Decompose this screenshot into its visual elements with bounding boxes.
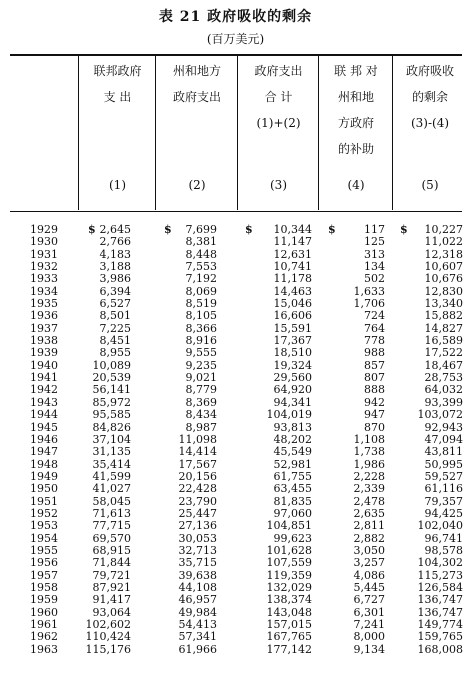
value-cell: 7,241: [353, 618, 385, 631]
year-cell: 1943: [30, 395, 58, 409]
value-cell: 11,178: [273, 272, 312, 286]
value-cell: 1,738: [353, 445, 385, 459]
value-cell: 7,699: [185, 223, 217, 236]
header-surplus-absorbed: [394, 58, 466, 136]
value-cell: 8,987: [185, 420, 217, 434]
value-cell: 103,072: [417, 408, 463, 422]
value-cell: 61,755: [273, 469, 312, 483]
value-cell: 104,851: [266, 519, 312, 533]
value-cell: 9,555: [185, 346, 217, 360]
value-cell: 988: [364, 346, 385, 360]
value-cell: 46,957: [178, 593, 217, 607]
value-cell: 11,098: [178, 432, 217, 446]
value-cell: 64,032: [424, 383, 463, 397]
value-cell: 8,366: [185, 321, 217, 335]
value-cell: 44,108: [178, 580, 217, 594]
value-cell: 91,417: [92, 593, 131, 607]
value-cell: 10,089: [92, 358, 131, 372]
value-cell: 101,628: [266, 543, 312, 557]
value-cell: 59,527: [424, 469, 463, 483]
table-row: [0, 434, 471, 446]
header-rule: [10, 211, 462, 212]
value-cell: 57,341: [178, 630, 217, 644]
value-cell: 107,559: [266, 556, 312, 570]
value-cell: 4,086: [353, 568, 385, 582]
value-cell: 92,943: [424, 420, 463, 434]
value-cell: 870: [364, 420, 385, 434]
table-row: [0, 582, 471, 594]
value-cell: 3,188: [99, 260, 131, 274]
value-cell: 56,141: [92, 383, 131, 397]
value-cell: 18,467: [424, 358, 463, 372]
value-cell: 3,986: [99, 272, 131, 286]
column-number: (1): [109, 178, 126, 192]
table-row: [0, 360, 471, 372]
value-cell: 6,301: [353, 605, 385, 619]
header-federal-grants: [320, 58, 392, 162]
value-cell: 30,053: [178, 531, 217, 545]
header-line: 支 出: [103, 90, 132, 104]
year-cell: 1951: [30, 494, 58, 508]
value-cell: 23,790: [178, 494, 217, 508]
value-cell: 50,995: [424, 457, 463, 471]
table-row: [0, 273, 471, 285]
table-row: [0, 298, 471, 310]
value-cell: 37,104: [92, 432, 131, 446]
value-cell: 12,830: [424, 284, 463, 298]
value-cell: 9,021: [185, 371, 217, 385]
table-row: [0, 483, 471, 495]
value-cell: 25,447: [178, 506, 217, 520]
table-unit: (百万美元): [206, 32, 265, 46]
header-line: 政府支出: [254, 64, 303, 78]
value-cell: 8,369: [185, 395, 217, 409]
value-cell: 58,045: [92, 494, 131, 508]
table-row: [0, 224, 471, 236]
value-cell: 102,602: [85, 618, 131, 631]
value-cell: 8,916: [185, 334, 217, 348]
value-cell: 4,183: [99, 247, 131, 261]
value-cell: 79,357: [424, 494, 463, 508]
year-cell: 1931: [30, 247, 58, 261]
table-row: [0, 372, 471, 384]
value-cell: 81,835: [273, 494, 312, 508]
value-cell: 84,826: [92, 420, 131, 434]
value-cell: 2,811: [353, 519, 385, 533]
value-cell: 136,747: [417, 593, 463, 607]
value-cell: 32,713: [178, 543, 217, 557]
header-line: 合 计: [264, 90, 293, 104]
value-cell: 942: [364, 395, 385, 409]
year-cell: 1930: [30, 235, 58, 249]
column-number: (4): [347, 178, 365, 192]
value-cell: 115,176: [85, 642, 131, 656]
value-cell: 17,367: [273, 334, 312, 348]
value-cell: 29,560: [273, 371, 312, 385]
value-cell: 31,135: [92, 445, 131, 459]
value-cell: 93,813: [273, 420, 312, 434]
value-cell: 6,394: [99, 284, 131, 298]
table-row: [0, 607, 471, 619]
table-row: [0, 335, 471, 347]
value-cell: 99,623: [273, 531, 312, 545]
value-cell: 1,633: [353, 284, 385, 298]
value-cell: 16,589: [424, 334, 463, 348]
value-cell: 28,753: [424, 371, 463, 385]
value-cell: 8,381: [185, 235, 217, 249]
year-cell: 1948: [30, 457, 58, 471]
value-cell: 14,827: [424, 321, 463, 335]
year-cell: 1936: [30, 309, 58, 323]
header-total-expenditure: [239, 58, 318, 136]
value-cell: 41,599: [92, 469, 131, 483]
value-cell: 17,522: [424, 346, 463, 360]
value-cell: 104,019: [266, 408, 312, 422]
year-cell: 1956: [30, 556, 58, 570]
year-cell: 1942: [30, 383, 58, 397]
value-cell: 3,257: [353, 556, 385, 570]
value-cell: 14,463: [273, 284, 312, 298]
header-line: 的剩余: [411, 90, 448, 104]
value-cell: 9,134: [353, 642, 385, 656]
value-cell: 14,414: [178, 445, 217, 459]
value-cell: 95,585: [92, 408, 131, 422]
value-cell: 54,413: [178, 618, 217, 631]
value-cell: 136,747: [417, 605, 463, 619]
value-cell: 102,040: [417, 519, 463, 533]
value-cell: 9,235: [185, 358, 217, 372]
value-cell: 502: [364, 272, 385, 286]
header-line: 方政府: [337, 116, 374, 130]
currency-sign: $: [328, 223, 336, 236]
header-line: 政府支出: [172, 90, 221, 104]
value-cell: 15,882: [424, 309, 463, 323]
table-row: [0, 557, 471, 569]
currency-sign: $: [164, 223, 172, 236]
year-cell: 1946: [30, 432, 58, 446]
value-cell: 7,192: [185, 272, 217, 286]
header-line: 联邦政府: [93, 64, 142, 78]
year-cell: 1947: [30, 445, 58, 459]
year-cell: 1961: [30, 618, 58, 631]
value-cell: 39,638: [178, 568, 217, 582]
year-cell: 1950: [30, 482, 58, 496]
value-cell: 97,060: [273, 506, 312, 520]
value-cell: 778: [364, 334, 385, 348]
year-cell: 1962: [30, 630, 58, 644]
value-cell: 1,706: [353, 297, 385, 311]
value-cell: 63,455: [273, 482, 312, 496]
header-line: 政府吸收: [405, 64, 454, 78]
value-cell: 143,048: [266, 605, 312, 619]
value-cell: 10,607: [424, 260, 463, 274]
value-cell: 61,966: [178, 642, 217, 656]
value-cell: 947: [364, 408, 385, 422]
value-cell: 8,501: [99, 309, 131, 323]
value-cell: 126,584: [417, 580, 463, 594]
value-cell: 8,069: [185, 284, 217, 298]
value-cell: 10,227: [424, 223, 463, 236]
value-cell: 12,631: [273, 247, 312, 261]
column-number-row: [0, 178, 471, 198]
value-cell: 20,156: [178, 469, 217, 483]
value-cell: 13,340: [424, 297, 463, 311]
table-row: [0, 422, 471, 434]
year-cell: 1934: [30, 284, 58, 298]
value-cell: 117: [364, 223, 385, 236]
value-cell: 93,399: [424, 395, 463, 409]
year-cell: 1960: [30, 605, 58, 619]
value-cell: 69,570: [92, 531, 131, 545]
value-cell: 94,425: [424, 506, 463, 520]
value-cell: 94,341: [273, 395, 312, 409]
table-row: [0, 310, 471, 322]
year-cell: 1955: [30, 543, 58, 557]
value-cell: 79,721: [92, 568, 131, 582]
column-number: (3): [270, 178, 287, 192]
currency-sign: $: [88, 223, 96, 236]
value-cell: 8,779: [185, 383, 217, 397]
value-cell: 45,549: [273, 445, 312, 459]
value-cell: 71,613: [92, 506, 131, 520]
value-cell: 16,606: [273, 309, 312, 323]
value-cell: 15,046: [273, 297, 312, 311]
year-cell: 1932: [30, 260, 58, 274]
value-cell: 48,202: [273, 432, 312, 446]
table-row: [0, 545, 471, 557]
value-cell: 93,064: [92, 605, 131, 619]
value-cell: 17,567: [178, 457, 217, 471]
header-line: 州和地: [337, 90, 374, 104]
value-cell: 8,434: [185, 408, 217, 422]
value-cell: 8,000: [353, 630, 385, 644]
year-cell: 1937: [30, 321, 58, 335]
value-cell: 168,008: [417, 642, 463, 656]
value-cell: 8,105: [185, 309, 217, 323]
value-cell: 10,344: [273, 223, 312, 236]
value-cell: 159,765: [417, 630, 463, 644]
value-cell: 177,142: [266, 642, 312, 656]
value-cell: 6,727: [353, 593, 385, 607]
value-cell: 61,116: [424, 482, 463, 496]
value-cell: 167,765: [266, 630, 312, 644]
value-cell: 6,527: [99, 297, 131, 311]
year-cell: 1954: [30, 531, 58, 545]
value-cell: 8,519: [185, 297, 217, 311]
column-number: (2): [188, 178, 206, 192]
header-line: 联 邦 对: [334, 64, 378, 78]
table-row: [0, 496, 471, 508]
value-cell: 15,591: [273, 321, 312, 335]
value-cell: 1,108: [353, 432, 385, 446]
table-row: [0, 570, 471, 582]
table-title: 表 21 政府吸收的剩余: [158, 9, 313, 25]
table-row: [0, 261, 471, 273]
year-cell: 1957: [30, 568, 58, 582]
value-cell: 77,715: [92, 519, 131, 533]
value-cell: 27,136: [178, 519, 217, 533]
year-cell: 1935: [30, 297, 58, 311]
value-cell: 115,273: [417, 568, 463, 582]
table-row: [0, 249, 471, 261]
value-cell: 10,676: [424, 272, 463, 286]
value-cell: 138,374: [266, 593, 312, 607]
value-cell: 2,635: [353, 506, 385, 520]
value-cell: 87,921: [92, 580, 131, 594]
value-cell: 7,553: [185, 260, 217, 274]
year-cell: 1949: [30, 469, 58, 483]
value-cell: 132,029: [266, 580, 312, 594]
value-cell: 35,414: [92, 457, 131, 471]
table-row: [0, 446, 471, 458]
header-line: 的补助: [337, 142, 374, 156]
table-row: [0, 459, 471, 471]
value-cell: 71,844: [92, 556, 131, 570]
value-cell: 857: [364, 358, 385, 372]
value-cell: 807: [364, 371, 385, 385]
value-cell: 8,451: [99, 334, 131, 348]
header-federal-expenditure: [80, 58, 155, 110]
year-cell: 1940: [30, 358, 58, 372]
year-cell: 1939: [30, 346, 58, 360]
value-cell: 888: [364, 383, 385, 397]
table-row: [0, 409, 471, 421]
table-row: [0, 236, 471, 248]
value-cell: 43,811: [424, 445, 463, 459]
year-cell: 1929: [30, 223, 58, 236]
table-row: [0, 533, 471, 545]
year-cell: 1959: [30, 593, 58, 607]
header-line: 州和地方: [172, 64, 221, 78]
value-cell: 64,920: [273, 383, 312, 397]
value-cell: 8,448: [185, 247, 217, 261]
value-cell: 20,539: [92, 371, 131, 385]
value-cell: 125: [364, 235, 385, 249]
value-cell: 49,984: [178, 605, 217, 619]
value-cell: 2,228: [353, 469, 385, 483]
value-cell: 157,015: [266, 618, 312, 631]
header-line: (3)-(4): [410, 116, 450, 130]
value-cell: 8,955: [99, 346, 131, 360]
value-cell: 149,774: [417, 618, 463, 631]
year-cell: 1953: [30, 519, 58, 533]
table-row: [0, 594, 471, 606]
table-row: [0, 384, 471, 396]
value-cell: 5,445: [353, 580, 385, 594]
value-cell: 1,986: [353, 457, 385, 471]
column-number: (5): [421, 178, 439, 192]
table-row: [0, 286, 471, 298]
table-row: [0, 520, 471, 532]
table-row: [0, 631, 471, 643]
value-cell: 11,147: [273, 235, 312, 249]
year-cell: 1938: [30, 334, 58, 348]
table-body: [0, 224, 471, 656]
value-cell: 110,424: [85, 630, 131, 644]
year-cell: 1952: [30, 506, 58, 520]
value-cell: 12,318: [424, 247, 463, 261]
value-cell: 2,766: [99, 235, 131, 249]
value-cell: 2,882: [353, 531, 385, 545]
value-cell: 313: [364, 247, 385, 261]
value-cell: 19,324: [273, 358, 312, 372]
value-cell: 96,741: [424, 531, 463, 545]
year-cell: 1963: [30, 642, 58, 656]
currency-sign: $: [245, 223, 253, 236]
value-cell: 3,050: [353, 543, 385, 557]
year-cell: 1933: [30, 272, 58, 286]
year-cell: 1958: [30, 580, 58, 594]
header-state-local-expenditure: [157, 58, 237, 110]
year-cell: 1944: [30, 408, 58, 422]
value-cell: 2,645: [99, 223, 131, 236]
value-cell: 10,741: [273, 260, 312, 274]
value-cell: 41,027: [92, 482, 131, 496]
year-cell: 1941: [30, 371, 58, 385]
value-cell: 35,715: [178, 556, 217, 570]
value-cell: 11,022: [424, 235, 463, 249]
table-row: [0, 644, 471, 656]
value-cell: 724: [364, 309, 385, 323]
value-cell: 85,972: [92, 395, 131, 409]
value-cell: 7,225: [99, 321, 131, 335]
value-cell: 68,915: [92, 543, 131, 557]
table-row: [0, 323, 471, 335]
value-cell: 18,510: [273, 346, 312, 360]
table-row: [0, 619, 471, 631]
table-row: [0, 471, 471, 483]
header-line: (1)+(2): [256, 116, 301, 130]
value-cell: 47,094: [424, 432, 463, 446]
year-cell: 1945: [30, 420, 58, 434]
value-cell: 52,981: [273, 457, 312, 471]
table-row: [0, 508, 471, 520]
value-cell: 104,302: [417, 556, 463, 570]
table-row: [0, 397, 471, 409]
table-row: [0, 347, 471, 359]
value-cell: 2,339: [353, 482, 385, 496]
value-cell: 22,428: [178, 482, 217, 496]
currency-sign: $: [400, 223, 408, 236]
value-cell: 764: [364, 321, 385, 335]
value-cell: 119,359: [266, 568, 312, 582]
value-cell: 2,478: [353, 494, 385, 508]
value-cell: 98,578: [424, 543, 463, 557]
value-cell: 134: [364, 260, 385, 274]
